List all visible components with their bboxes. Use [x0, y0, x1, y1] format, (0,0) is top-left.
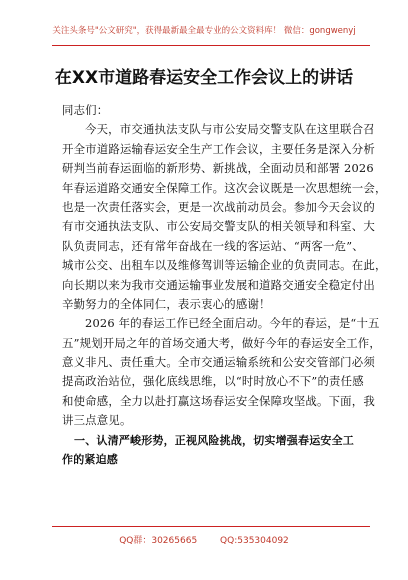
paragraph-line: 辛勤努力的全体同仁，表示衷心的感谢！ [62, 296, 271, 311]
footer-qq: QQ:535304092 [220, 536, 289, 546]
salutation: 同志们： [62, 103, 109, 117]
document-body [62, 101, 387, 469]
footer-divider [52, 526, 370, 527]
paragraph-line: 五”规划开局之年的首场交通大考，做好今年的春运安全工作， [62, 335, 381, 350]
paragraph-line: 2026 年的春运工作已经全面启动。今年的春运，是“十五 [85, 316, 380, 331]
header-divider [52, 45, 370, 46]
paragraph-line: 向长期以来为我市交通运输事业发展和道路交通安全稳定付出 [62, 277, 375, 292]
paragraph-line: 队负责同志，还有常年奋战在一线的客运站、“两客一危”、 [62, 238, 364, 253]
paragraph-line: 讲三点意见。 [62, 413, 132, 428]
paragraph-line: 意义非凡、责任重大。全市交通运输系统和公安交管部门必须 [62, 355, 375, 370]
paragraph-line: 提高政治站位，强化底线思维，以“时时放心不下”的责任感 [62, 374, 364, 389]
heading-line: 一、认清严峻形势，正视风险挑战，切实增强春运安全工 [74, 433, 354, 447]
heading-line: 作的紧迫感 [62, 453, 118, 467]
header-promo-note: 关注头条号"公文研究"，获得最新最全最专业的公文资料库！ 微信：gongwenyj [52, 26, 356, 36]
paragraph-line: 也是一次责任落实会，更是一次战前动员会。参加今天会议的 [62, 199, 375, 214]
paragraph-line: 研判当前春运面临的新形势、新挑战，全面动员和部署 2026 [62, 161, 374, 176]
footer-qq-group: QQ群：30265665 [119, 536, 198, 546]
paragraph-line: 年春运道路交通安全保障工作。这次会议既是一次思想统一会， [62, 180, 387, 195]
paragraph-line: 今天，市交通执法支队与市公安局交警支队在这里联合召 [85, 122, 375, 137]
paragraph-line: 和使命感，全力以赴打赢这场春运安全保障攻坚战。下面，我 [62, 393, 375, 408]
paragraph-line: 有市交通执法支队、市公安局交警支队的相关领导和科室、大 [62, 219, 375, 234]
paragraph-line: 城市公交、出租车以及维修驾训等运输企业的负责同志。在此， [62, 258, 387, 273]
section-heading-1 [62, 431, 354, 470]
document-title: 在XX市道路春运安全工作会议上的讲话 [54, 68, 354, 88]
paragraph-line: 开全市道路运输春运安全生产工作会议，主要任务是深入分析 [62, 141, 375, 156]
paragraph-2 [62, 314, 381, 430]
footer-contact [0, 533, 408, 546]
paragraph-1 [62, 120, 387, 314]
